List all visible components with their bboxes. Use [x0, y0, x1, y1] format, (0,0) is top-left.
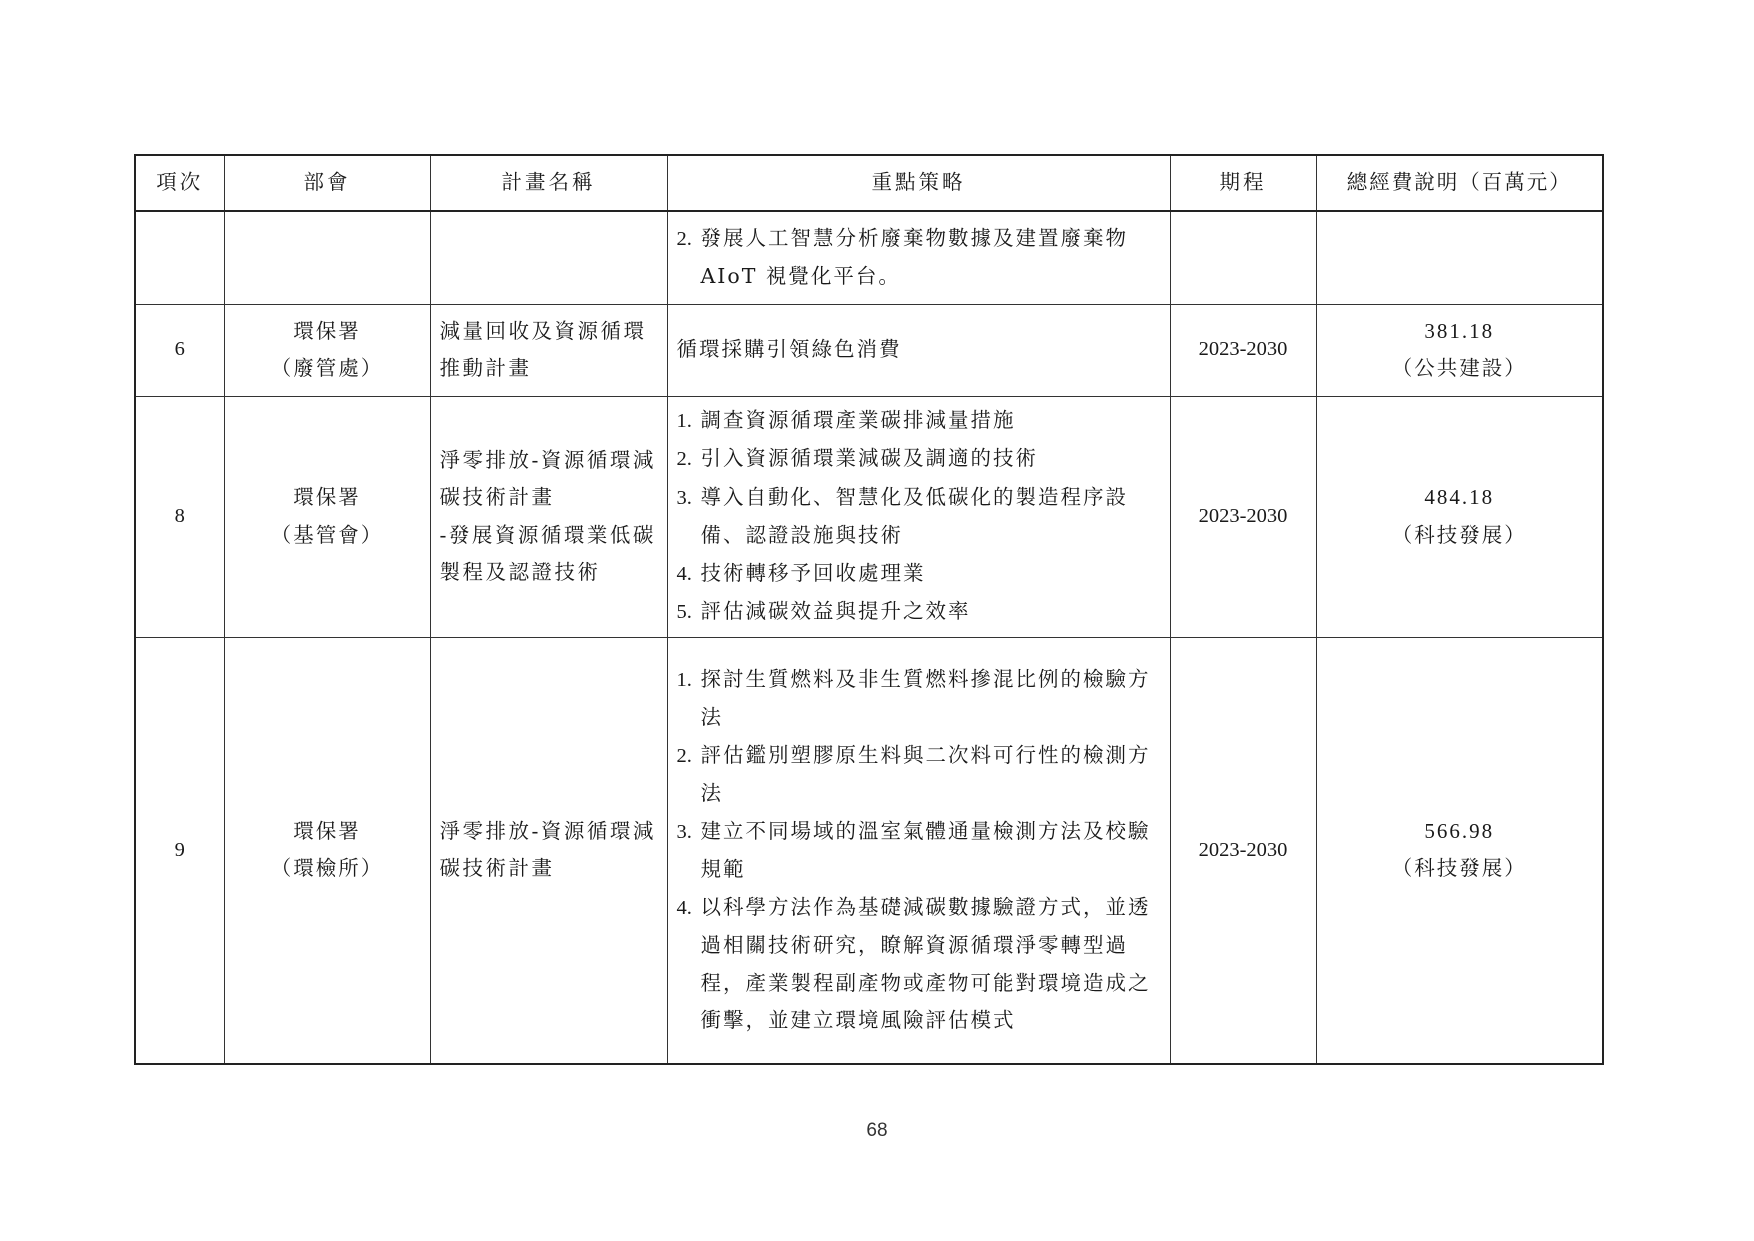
header-project-name: 計畫名稱 — [430, 155, 667, 211]
strategy-cell — [667, 211, 1170, 304]
strategy-text: 調查資源循環產業碳排減量措施 — [700, 407, 1016, 432]
header-agency: 部會 — [224, 155, 430, 211]
strategy-number: 2. — [676, 448, 692, 470]
budget-amount: 381.18 — [1424, 318, 1495, 343]
project-name-line: -發展資源循環業低碳製程及認證技術 — [439, 522, 656, 584]
agency-cell — [224, 637, 430, 1064]
agency-unit: （廢管處） — [270, 356, 384, 380]
strategy-number: 4. — [676, 896, 692, 919]
strategy-text: 以科學方法作為基礎減碳數據驗證方式，並透過相關技術研究，瞭解資源循環淨零轉型過程，產業製程副產物或產物可能對環境造成之衝擊，並建立環境風險評估模式 — [700, 894, 1151, 1033]
agency-name: 環保署 — [293, 485, 361, 509]
strategy-number: 1. — [676, 668, 692, 691]
strategy-number: 3. — [676, 820, 692, 843]
budget-type: （科技發展） — [1391, 856, 1527, 881]
strategy-text: 循環採購引領綠色消費 — [676, 337, 902, 362]
agency-unit: （基管會） — [270, 522, 384, 547]
item-no: 9 — [174, 838, 185, 861]
strategy-item — [677, 661, 1161, 737]
header-item-no: 項次 — [135, 155, 224, 211]
item-no-cell — [135, 637, 224, 1064]
budget-cell — [1316, 637, 1603, 1064]
agency-unit: （環檢所） — [270, 856, 384, 881]
agency-cell — [224, 211, 430, 304]
table-row — [135, 211, 1603, 304]
strategy-item — [677, 440, 1161, 479]
strategy-text: 技術轉移予回收處理業 — [700, 560, 926, 585]
agency-name: 環保署 — [293, 318, 361, 343]
strategy-number: 2. — [676, 227, 692, 250]
budget-type: （公共建設） — [1391, 356, 1527, 380]
strategy-item — [677, 889, 1161, 1040]
strategy-item — [677, 593, 1161, 632]
period-value: 2023-2030 — [1198, 338, 1288, 361]
strategy-item — [677, 220, 1161, 296]
project-name-cell — [430, 396, 667, 637]
budget-amount: 484.18 — [1424, 485, 1495, 509]
strategy-item — [677, 555, 1161, 594]
budget-type: （科技發展） — [1391, 522, 1527, 547]
project-name-cell — [430, 304, 667, 396]
period-value: 2023-2030 — [1198, 504, 1288, 527]
header-key-strategy: 重點策略 — [667, 155, 1170, 211]
strategy-item — [677, 402, 1161, 441]
project-name-cell — [430, 637, 667, 1064]
item-no-cell — [135, 211, 224, 304]
strategy-cell — [667, 304, 1170, 396]
strategy-text: 評估減碳效益與提升之效率 — [700, 599, 971, 623]
strategy-item — [677, 737, 1161, 813]
period-cell — [1170, 304, 1316, 396]
item-no: 6 — [174, 338, 185, 361]
period-cell — [1170, 396, 1316, 637]
agency-cell — [224, 304, 430, 396]
header-period: 期程 — [1170, 155, 1316, 211]
strategy-item — [677, 331, 1161, 369]
period-value: 2023-2030 — [1198, 838, 1288, 861]
strategy-item — [677, 479, 1161, 555]
strategy-item — [677, 813, 1161, 889]
strategy-text: 探討生質燃料及非生質燃料摻混比例的檢驗方法 — [700, 666, 1151, 730]
strategy-text: 發展人工智慧分析廢棄物數據及建置廢棄物 AIoT 視覺化平台。 — [700, 225, 1128, 289]
page-number: 68 — [866, 1120, 888, 1141]
item-no: 8 — [174, 504, 185, 527]
header-total-budget: 總經費說明（百萬元） — [1316, 155, 1603, 211]
strategy-cell — [667, 396, 1170, 637]
strategy-text: 導入自動化、智慧化及低碳化的製造程序設備、認證設施與技術 — [700, 484, 1128, 547]
strategy-text: 引入資源循環業減碳及調適的技術 — [700, 446, 1038, 470]
period-cell — [1170, 211, 1316, 304]
item-no-cell — [135, 396, 224, 637]
budget-cell — [1316, 304, 1603, 396]
table-row — [135, 304, 1603, 396]
strategy-number: 4. — [676, 562, 692, 585]
budget-cell — [1316, 396, 1603, 637]
project-name-line: 減量回收及資源循環推動計畫 — [439, 318, 647, 380]
period-cell — [1170, 637, 1316, 1064]
strategy-cell — [667, 637, 1170, 1064]
strategy-number: 2. — [676, 744, 692, 767]
table-row — [135, 637, 1603, 1064]
strategy-number: 5. — [676, 601, 692, 623]
agency-name: 環保署 — [293, 818, 361, 843]
table-row — [135, 396, 1603, 637]
strategy-text: 評估鑑別塑膠原生料與二次料可行性的檢測方法 — [700, 742, 1151, 806]
budget-cell — [1316, 211, 1603, 304]
strategy-text: 建立不同場域的溫室氣體通量檢測方法及校驗規範 — [700, 818, 1151, 882]
budget-amount: 566.98 — [1424, 818, 1495, 843]
strategy-number: 1. — [676, 409, 692, 432]
project-name-line: 淨零排放-資源循環減碳技術計畫 — [439, 447, 656, 509]
table-header-row — [135, 155, 1603, 211]
agency-cell — [224, 396, 430, 637]
project-name-cell — [430, 211, 667, 304]
project-name-line: 淨零排放-資源循環減碳技術計畫 — [439, 818, 656, 881]
funding-table — [134, 154, 1604, 1065]
strategy-number: 3. — [676, 486, 692, 509]
item-no-cell — [135, 304, 224, 396]
